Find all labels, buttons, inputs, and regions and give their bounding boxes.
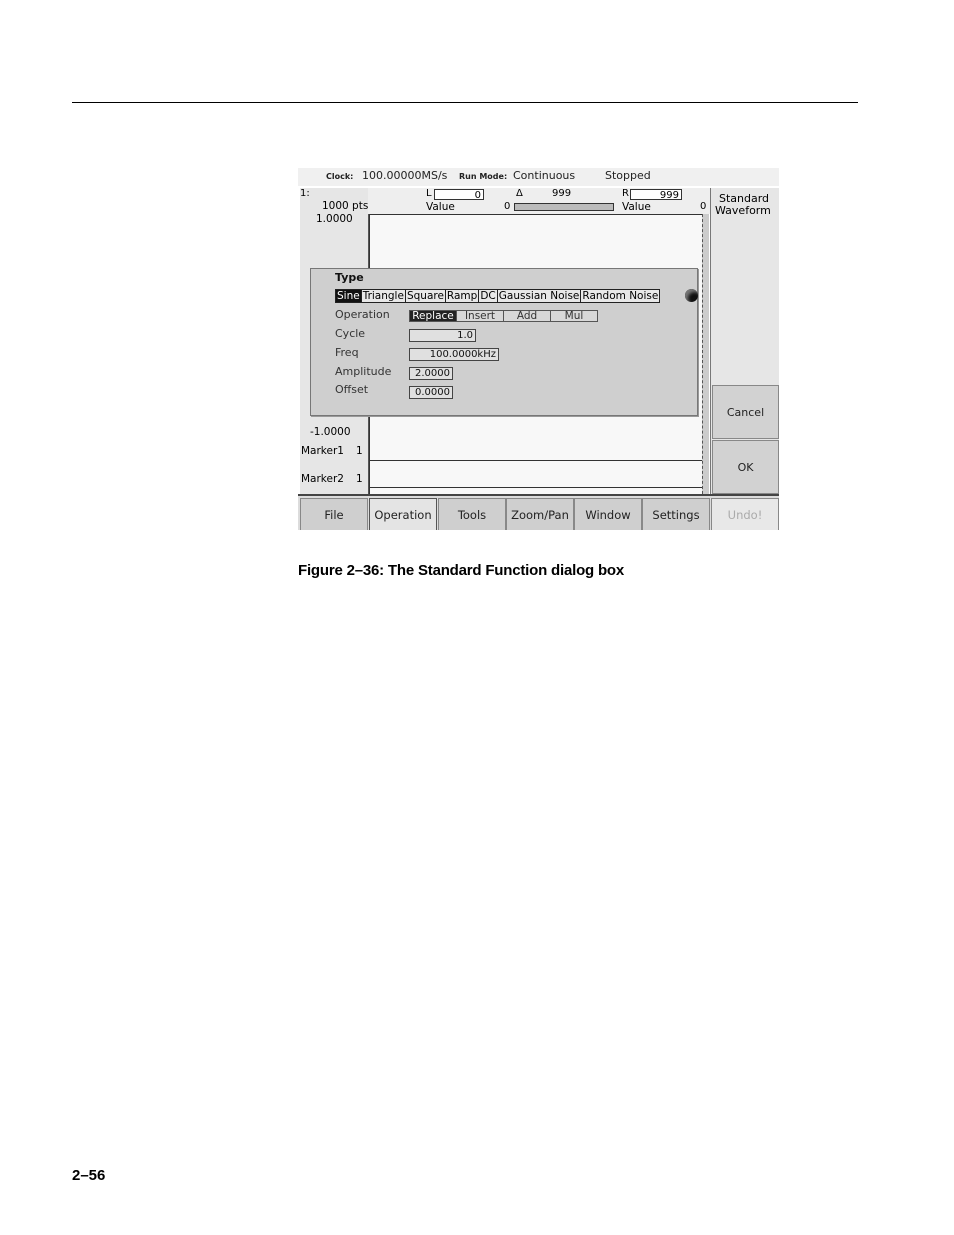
type-selector	[335, 289, 660, 303]
standard-function-dialog	[310, 268, 698, 416]
menu-undo[interactable]: Undo!	[711, 498, 779, 530]
operation-option-replace[interactable]: Replace	[409, 310, 457, 322]
menu-operation[interactable]: Operation	[369, 498, 437, 530]
y-min-label: -1.0000	[310, 426, 351, 438]
offset-field[interactable]: 0.0000	[409, 386, 453, 399]
value-left: 0	[504, 201, 511, 212]
run-mode-label: Run Mode:	[459, 172, 508, 181]
delta-value: 999	[552, 188, 572, 199]
knob-icon	[685, 289, 698, 302]
figure-caption: Figure 2–36: The Standard Function dialog box	[298, 562, 625, 579]
cancel-button[interactable]: Cancel	[712, 385, 779, 439]
marker2-divider	[370, 487, 703, 488]
marker1-label: Marker1	[301, 445, 344, 457]
type-option-sine[interactable]: Sine	[337, 290, 360, 302]
vertical-scrollbar[interactable]	[702, 214, 709, 494]
side-title-line1: Standard	[719, 192, 770, 205]
channel-label: 1:	[300, 188, 310, 199]
type-label: Type	[335, 271, 364, 284]
cycle-field[interactable]: 1.0	[409, 329, 476, 342]
cursor-r-label: R	[622, 188, 629, 199]
operation-label: Operation	[335, 308, 390, 321]
type-option-gaussian-noise[interactable]: Gaussian Noise	[498, 290, 580, 302]
clock-value: 100.00000MS/s	[362, 169, 448, 182]
clock-label: Clock:	[326, 172, 354, 181]
header-rule	[72, 102, 858, 103]
run-mode-value: Continuous	[513, 169, 576, 182]
marker1-value: 1	[356, 445, 363, 457]
operation-selector	[409, 310, 598, 322]
points-count: 1000 pts	[322, 200, 369, 212]
menu-settings[interactable]: Settings	[642, 498, 710, 530]
menu-tools[interactable]: Tools	[438, 498, 506, 530]
delta-label: Δ	[516, 188, 523, 199]
status-bar	[298, 168, 779, 186]
cursor-l-field[interactable]: 0	[434, 189, 484, 200]
run-state: Stopped	[605, 169, 651, 182]
marker1-divider	[370, 460, 703, 461]
offset-label: Offset	[335, 383, 369, 396]
value-right-label: Value	[622, 201, 651, 213]
page-number: 2–56	[72, 1167, 106, 1184]
type-option-triangle[interactable]: Triangle	[362, 290, 404, 302]
amplitude-field[interactable]: 2.0000	[409, 367, 453, 380]
operation-option-mul[interactable]: Mul	[551, 310, 598, 322]
cursor-l-label: L	[426, 188, 432, 199]
menu-zoom-pan[interactable]: Zoom/Pan	[506, 498, 574, 530]
type-option-random-noise[interactable]: Random Noise	[582, 290, 659, 302]
marker2-value: 1	[356, 473, 363, 485]
y-max-label: 1.0000	[316, 213, 353, 225]
cursor-info-bar	[368, 188, 710, 214]
type-option-square[interactable]: Square	[406, 290, 444, 302]
operation-option-add[interactable]: Add	[504, 310, 551, 322]
menu-window[interactable]: Window	[574, 498, 642, 530]
screenshot-figure	[298, 168, 779, 530]
marker2-label: Marker2	[301, 473, 344, 485]
freq-label: Freq	[335, 346, 359, 359]
operation-option-insert[interactable]: Insert	[457, 310, 504, 322]
amplitude-label: Amplitude	[335, 365, 392, 378]
type-option-dc[interactable]: DC	[480, 290, 496, 302]
ok-button[interactable]: OK	[712, 440, 779, 494]
position-slider[interactable]	[514, 203, 614, 211]
value-right: 0	[700, 201, 707, 212]
freq-field[interactable]: 100.0000kHz	[409, 348, 499, 361]
type-option-ramp[interactable]: Ramp	[446, 290, 478, 302]
menu-file[interactable]: File	[300, 498, 368, 530]
value-left-label: Value	[426, 201, 455, 213]
cycle-label: Cycle	[335, 327, 366, 340]
side-title-line2: Waveform	[715, 204, 771, 217]
cursor-r-field[interactable]: 999	[630, 189, 682, 200]
